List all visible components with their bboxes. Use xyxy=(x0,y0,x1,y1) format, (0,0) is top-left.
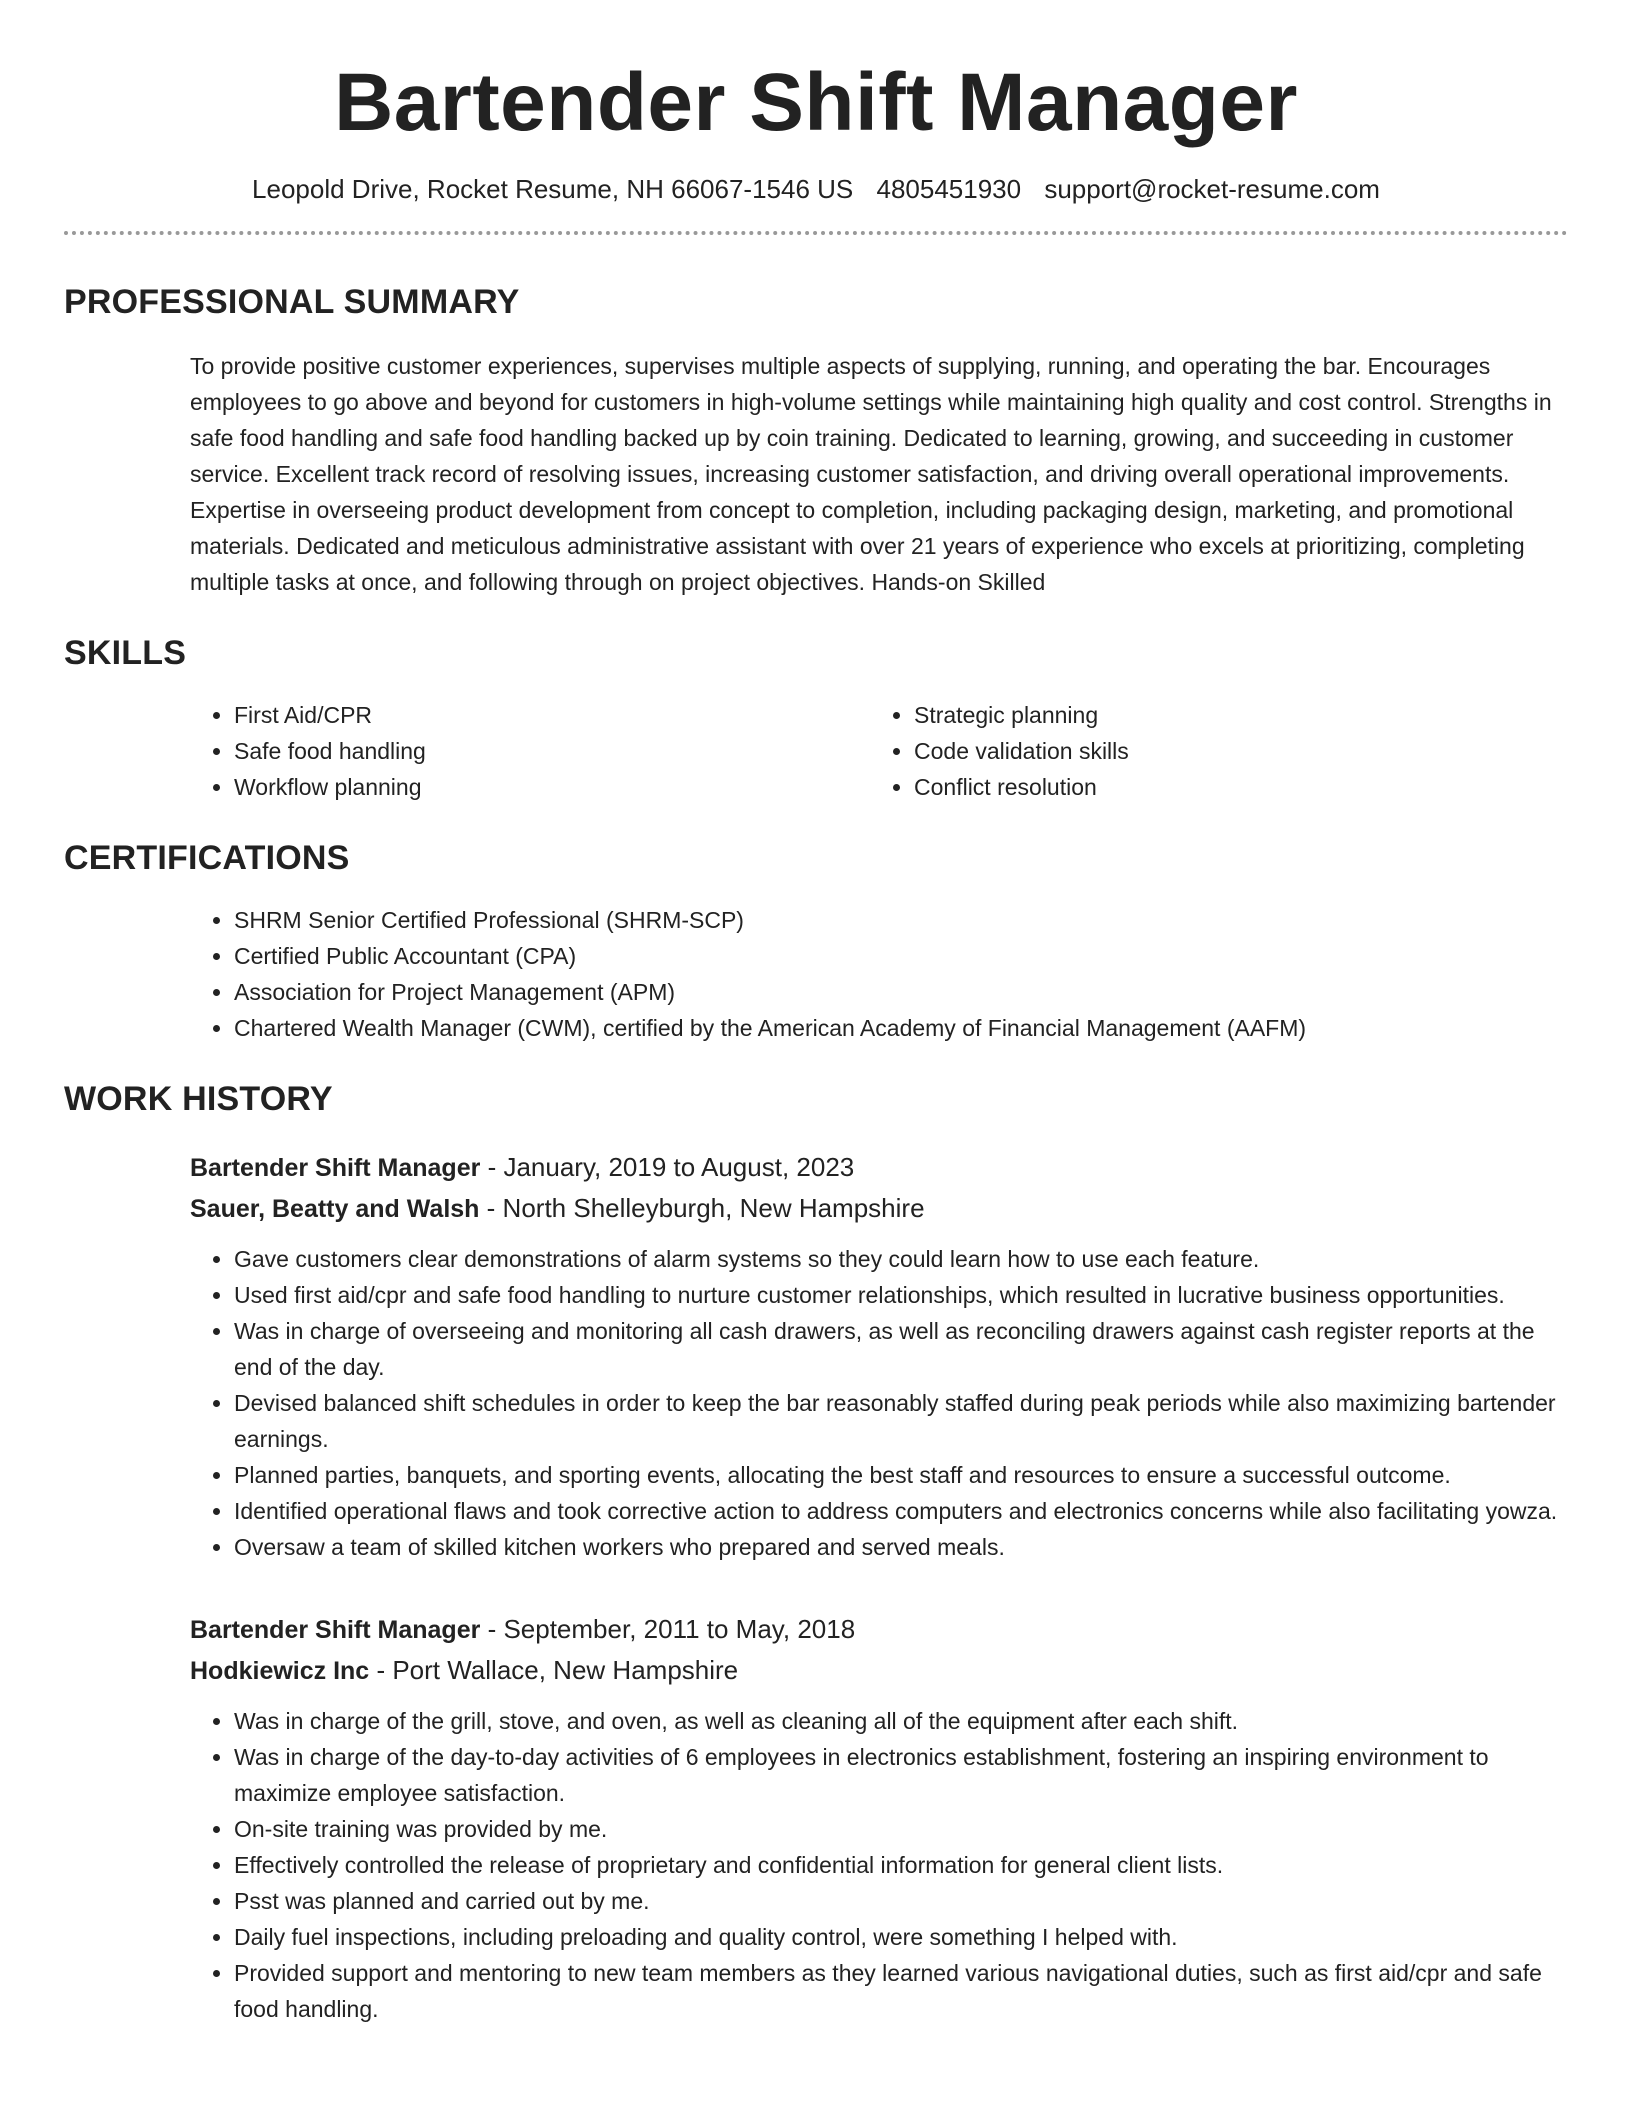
certifications-block xyxy=(190,902,1568,1046)
job-location: - North Shelleyburgh, New Hampshire xyxy=(479,1193,925,1224)
summary-text: To provide positive customer experiences, supervises multiple aspects of supplying, running, and operating the bar. Encourages employees to go above and beyond for customers in high-volume settings while maintaining high quality and cost control. Strengths in safe food handling and safe food handling backed up by coin training. Dedicated to learning, growing, and succeeding in customer service. Excellent track record of resolving issues, increasing customer satisfaction, and driving overall operational improvements. Expertise in overseeing product development from concept to completion, including packaging design, marketing, and promotional materials. Dedicated and meticulous administrative assistant with over 21 years of experience who excels at prioritizing, completing multiple tasks at once, and following through on project objectives. Hands-on Skilled xyxy=(190,353,1552,596)
certification-item: • SHRM Senior Certified Professional (SHRM-SCP) xyxy=(234,902,1568,938)
job-bullet: • Oversaw a team of skilled kitchen workers who prepared and served meals. xyxy=(234,1529,1568,1565)
job-title-line xyxy=(190,1609,1568,1650)
contact-phone: 4805451930 xyxy=(876,174,1022,205)
resume-name: Bartender Shift Manager xyxy=(334,57,1298,148)
job-role: Bartender Shift Manager xyxy=(190,1616,481,1645)
skill-item: • Conflict resolution xyxy=(914,769,1568,805)
job-bullet: • Devised balanced shift schedules in order to keep the bar reasonably staffed during peak periods while also maximizing bartender earnings. xyxy=(234,1385,1568,1457)
summary-heading: PROFESSIONAL SUMMARY xyxy=(64,283,520,322)
job-dates: - September, 2011 to May, 2018 xyxy=(480,1614,856,1645)
job-company: Sauer, Beatty and Walsh xyxy=(190,1195,480,1224)
certification-item: • Chartered Wealth Manager (CWM), certified by the American Academy of Financial Management (AAFM) xyxy=(234,1010,1568,1046)
job-bullet: • On-site training was provided by me. xyxy=(234,1811,1568,1847)
skills-left-list xyxy=(190,697,870,805)
skill-item: • Strategic planning xyxy=(914,697,1568,733)
header-divider xyxy=(64,231,1568,235)
skill-item: • Safe food handling xyxy=(234,733,870,769)
job-bullets xyxy=(190,1241,1568,1565)
job-bullet: • Psst was planned and carried out by me. xyxy=(234,1883,1568,1919)
job-location: - Port Wallace, New Hampshire xyxy=(369,1655,739,1686)
skills-grid xyxy=(190,697,1568,805)
job-company-line xyxy=(190,1650,1568,1691)
work-history-heading: WORK HISTORY xyxy=(64,1080,333,1119)
skill-item: • First Aid/CPR xyxy=(234,697,870,733)
job-dates: - January, 2019 to August, 2023 xyxy=(480,1152,855,1183)
contact-address: Leopold Drive, Rocket Resume, NH 66067-1546 US xyxy=(252,174,854,205)
job-bullet: • Was in charge of the grill, stove, and oven, as well as cleaning all of the equipment after each shift. xyxy=(234,1703,1568,1739)
job-bullet: • Planned parties, banquets, and sporting events, allocating the best staff and resources to ensure a successful outcome. xyxy=(234,1457,1568,1493)
job-bullet: • Provided support and mentoring to new team members as they learned various navigational duties, such as first aid/cpr and safe food handling. xyxy=(234,1955,1568,2027)
contact-email: support@rocket-resume.com xyxy=(1044,174,1380,205)
certifications-list xyxy=(190,902,1568,1046)
skill-item: • Code validation skills xyxy=(914,733,1568,769)
job-bullet: • Was in charge of overseeing and monitoring all cash drawers, as well as reconciling drawers against cash register reports at the end of the day. xyxy=(234,1313,1568,1385)
job-role: Bartender Shift Manager xyxy=(190,1154,481,1183)
certification-item: • Association for Project Management (APM) xyxy=(234,974,1568,1010)
job-company-line xyxy=(190,1188,1568,1229)
skills-heading: SKILLS xyxy=(64,634,187,673)
skills-right-list xyxy=(870,697,1568,805)
skill-item: • Workflow planning xyxy=(234,769,870,805)
job-bullet: • Used first aid/cpr and safe food handling to nurture customer relationships, which resulted in lucrative business opportunities. xyxy=(234,1277,1568,1313)
job-company: Hodkiewicz Inc xyxy=(190,1657,370,1686)
job-bullet: • Daily fuel inspections, including preloading and quality control, were something I helped with. xyxy=(234,1919,1568,1955)
certifications-heading: CERTIFICATIONS xyxy=(64,839,350,878)
job-entry xyxy=(190,1609,1568,2027)
job-bullets xyxy=(190,1703,1568,2027)
job-bullet: • Gave customers clear demonstrations of alarm systems so they could learn how to use each feature. xyxy=(234,1241,1568,1277)
certification-item: • Certified Public Accountant (CPA) xyxy=(234,938,1568,974)
job-bullet: • Was in charge of the day-to-day activities of 6 employees in electronics establishment, fostering an inspiring environment to maximize employee satisfaction. xyxy=(234,1739,1568,1811)
job-title-line xyxy=(190,1147,1568,1188)
contact-line xyxy=(64,174,1568,205)
job-entry xyxy=(190,1147,1568,1565)
job-bullet: • Effectively controlled the release of proprietary and confidential information for general client lists. xyxy=(234,1847,1568,1883)
job-bullet: • Identified operational flaws and took corrective action to address computers and electronics concerns while also facilitating yowza. xyxy=(234,1493,1568,1529)
